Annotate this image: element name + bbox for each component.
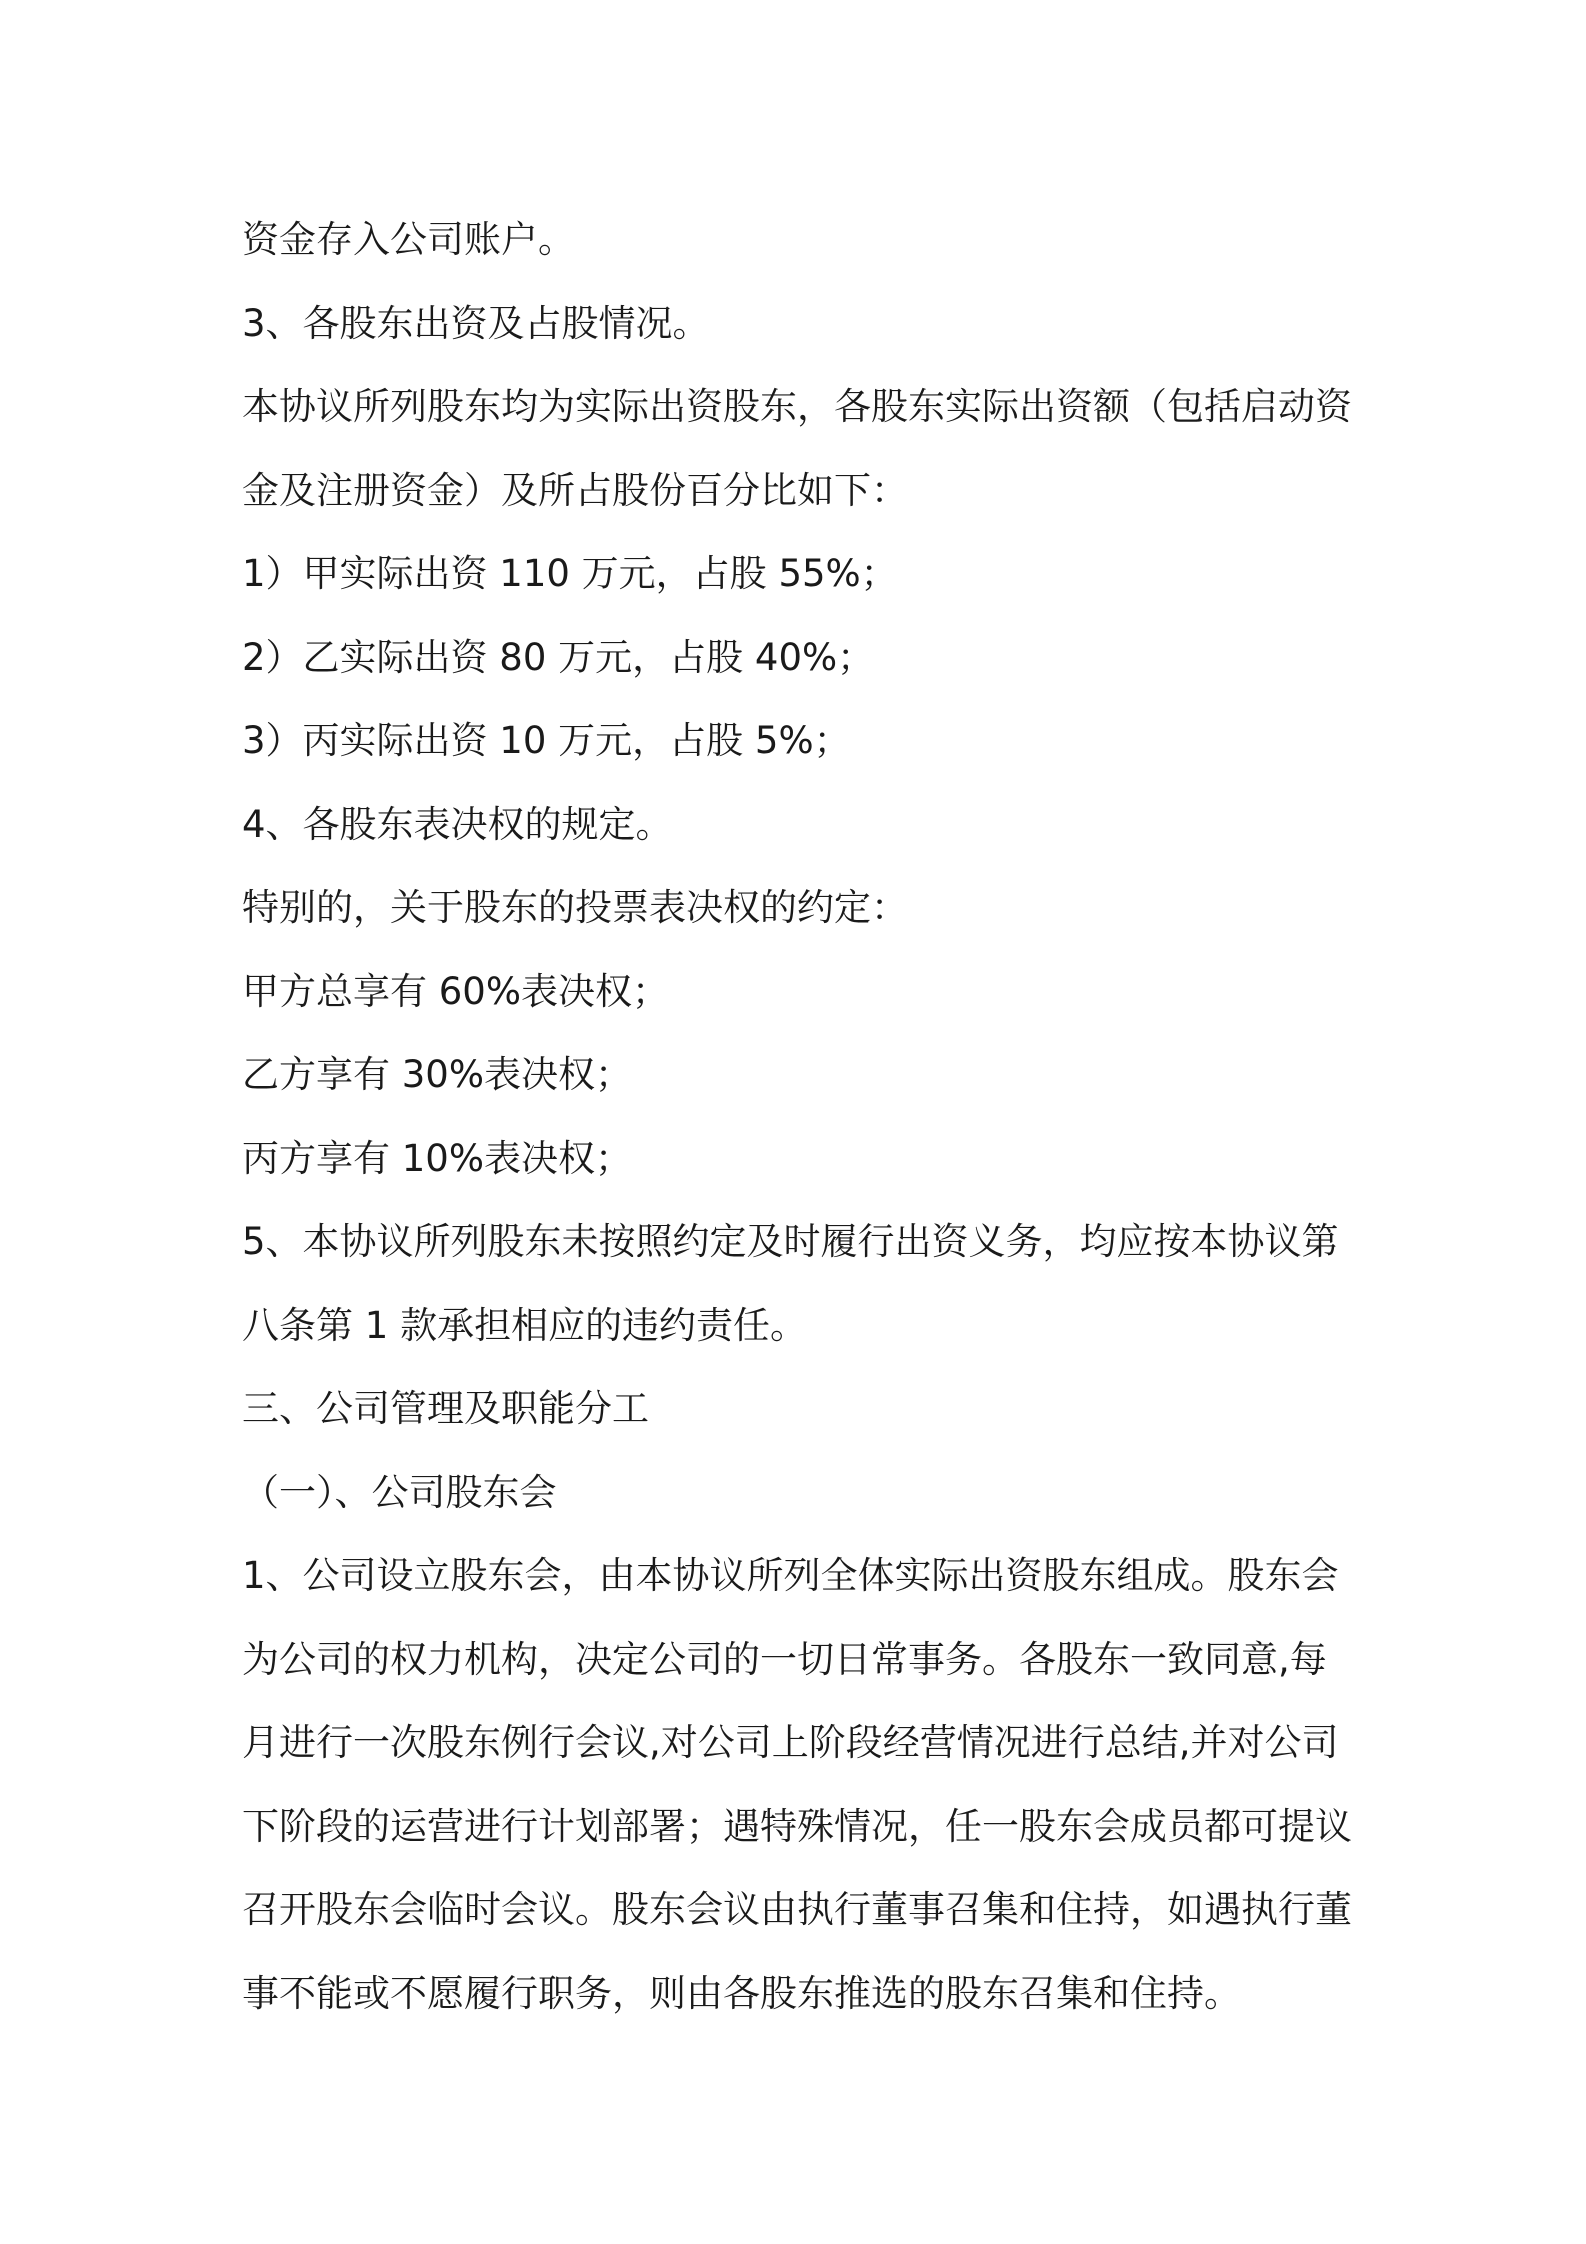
text-line: 本协议所列股东均为实际出资股东，各股东实际出资额（包括启动资 [242, 385, 1352, 428]
text-line: 为公司的权力机构，决定公司的一切日常事务。各股东一致同意,每 [242, 1637, 1327, 1681]
text-line: 八条第 1 款承担相应的违约责任。 [242, 1303, 808, 1347]
text-line: 事不能或不愿履行职务，则由各股东推选的股东召集和住持。 [242, 1971, 1241, 2015]
text-line: 乙方享有 30%表决权； [242, 1053, 632, 1096]
subsection-heading: （一）、公司股东会 [242, 1470, 557, 1514]
text-line: 丙方享有 10%表决权； [242, 1136, 632, 1180]
section-heading: 三、公司管理及职能分工 [242, 1387, 649, 1430]
text-line: 召开股东会临时会议。股东会议由执行董事召集和住持，如遇执行董 [242, 1888, 1352, 1931]
text-line: 下阶段的运营进行计划部署；遇特殊情况，任一股东会成员都可提议 [242, 1804, 1352, 1848]
text-line: 3、各股东出资及占股情况。 [242, 301, 710, 345]
text-line: 金及注册资金）及所占股份百分比如下： [242, 468, 908, 512]
text-line: 资金存入公司账户。 [242, 218, 575, 261]
text-line: 5、本协议所列股东未按照约定及时履行出资义务，均应按本协议第 [242, 1220, 1339, 1263]
document-body [242, 198, 1352, 2035]
text-line: 甲方总享有 60%表决权； [242, 969, 669, 1013]
text-line: 4、各股东表决权的规定。 [242, 802, 673, 846]
text-line: 3）丙实际出资 10 万元，占股 5%； [242, 719, 851, 762]
text-line: 1）甲实际出资 110 万元，占股 55%； [242, 552, 898, 595]
text-line: 1、公司设立股东会，由本协议所列全体实际出资股东组成。股东会 [242, 1554, 1339, 1597]
text-line: 2）乙实际出资 80 万元，占股 40%； [242, 635, 875, 679]
text-line: 月进行一次股东例行会议,对公司上阶段经营情况进行总结,并对公司 [242, 1721, 1339, 1764]
text-line: 特别的，关于股东的投票表决权的约定： [242, 886, 908, 929]
